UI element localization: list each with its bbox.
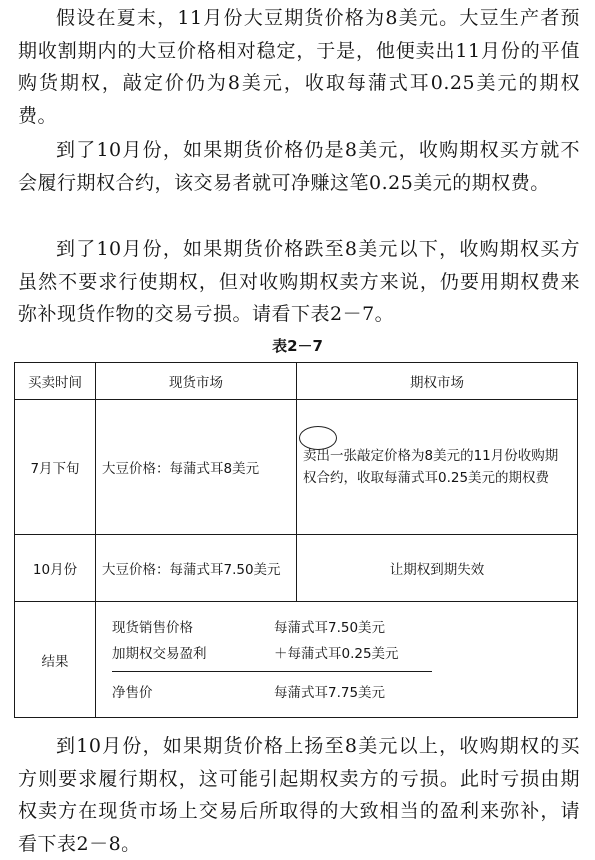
result-net-price-value: 每蒲式耳7.75美元 (274, 685, 386, 701)
header-time: 买卖时间 (15, 363, 96, 400)
cell-result-body (96, 602, 578, 718)
table-caption: 表2－7 (272, 337, 323, 355)
table-row-result (15, 602, 578, 718)
paragraph-1: 假设在夏末，11月份大豆期货价格为8美元。大豆生产者预期收割期内的大豆价格相对稳定，于是，他便卖出11月份的平值购货期权，敲定价仍为8美元，收取每蒲式耳0.25美元的期权费。 (18, 7, 580, 127)
hand-drawn-circle-mark (299, 426, 337, 450)
cell-result-label: 结果 (15, 602, 96, 718)
table-header-row (15, 363, 578, 400)
header-spot-market: 现货市场 (96, 363, 297, 400)
header-option-market: 期权市场 (297, 363, 578, 400)
table-row-october (15, 535, 578, 602)
july-option-text: 卖出一张敲定价格为8美元的11月份收购期权合约，收取每蒲式耳0.25美元的期权费 (303, 448, 559, 486)
option-trade-table (14, 362, 578, 718)
table-row-july (15, 400, 578, 535)
paragraph-2: 到了10月份，如果期货价格仍是8美元，收购期权买方就不会履行期权合约，该交易者就可净赚这笔0.25美元的期权费。 (18, 139, 580, 194)
result-option-profit-label: 加期权交易盈利 (112, 646, 207, 662)
result-spot-sale-value: 每蒲式耳7.50美元 (274, 620, 386, 636)
cell-july-time: 7月下旬 (15, 400, 96, 535)
paragraph-4: 到10月份，如果期货价格上扬至8美元以上，收购期权的买方则要求履行期权，这可能引起期权卖方的亏损。此时亏损由期权卖方在现货市场上交易后所取得的大致相当的盈利来弥补，请看下表2－8。 (18, 735, 580, 855)
result-spot-sale-label: 现货销售价格 (112, 620, 193, 636)
result-option-profit-value: ＋每蒲式耳0.25美元 (274, 646, 399, 662)
cell-october-time: 10月份 (15, 535, 96, 602)
paragraph-3: 到了10月份，如果期货价格跌至8美元以下，收购期权买方虽然不要求行使期权，但对收购期权卖方来说，仍要用期权费来弥补现货作物的交易亏损。请看下表2－7。 (18, 238, 580, 325)
cell-october-spot: 大豆价格：每蒲式耳7.50美元 (96, 535, 297, 602)
cell-october-option: 让期权到期失效 (297, 535, 578, 602)
cell-july-spot: 大豆价格：每蒲式耳8美元 (96, 400, 297, 535)
result-net-price-label: 净售价 (112, 685, 153, 701)
cell-july-option (297, 400, 578, 535)
result-sum-rule (112, 671, 432, 672)
